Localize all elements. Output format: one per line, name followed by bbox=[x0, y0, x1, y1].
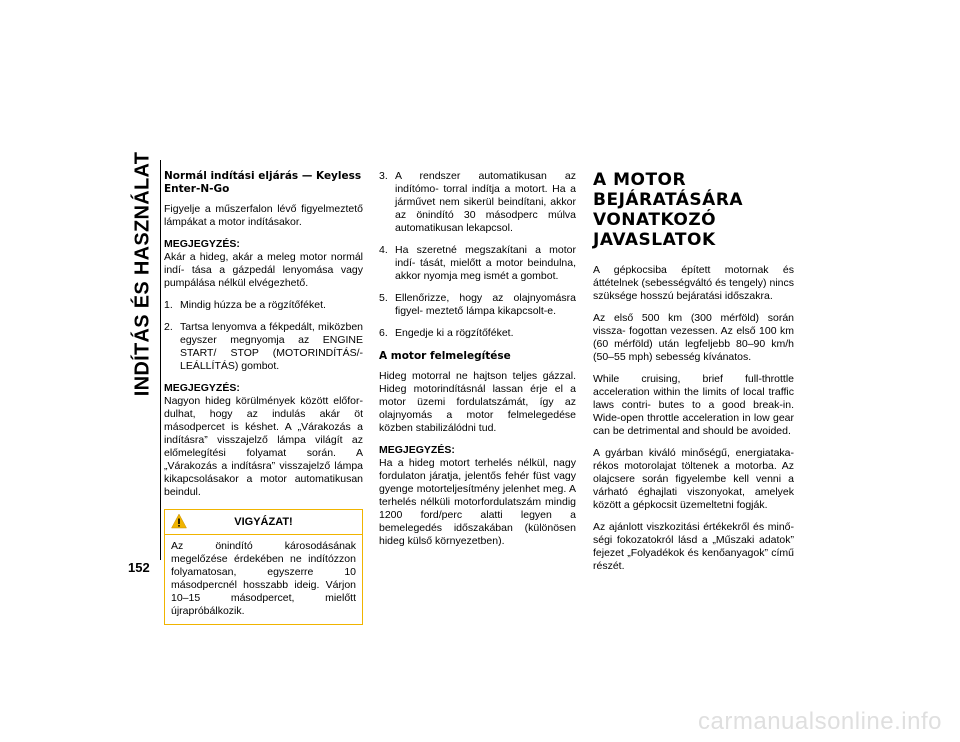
section-title: INDÍTÁS ÉS HASZNÁLAT bbox=[131, 151, 154, 397]
note-heading: MEGJEGYZÉS: bbox=[164, 382, 240, 394]
section-divider bbox=[160, 160, 161, 560]
list-item bbox=[379, 170, 576, 235]
list-item bbox=[379, 292, 576, 318]
step-text: Engedje ki a rögzítőféket. bbox=[395, 327, 514, 339]
paragraph: A gépkocsiba épített motornak és áttételnek (sebességváltó és tengely) nincs szüksége hosszú bejáratási időszakra. bbox=[593, 264, 794, 302]
paragraph: While cruising, brief full-throttle acceleration within the limits of local traffic laws contri- butes to a good break-in. Wide-open throttle acceleration in low gear can be detrimental and should be avoided. bbox=[593, 373, 794, 437]
column-1 bbox=[164, 170, 363, 625]
watermark: carmanualsonline.info bbox=[698, 708, 942, 735]
step-number: 4. bbox=[379, 244, 388, 256]
column-2 bbox=[379, 170, 576, 557]
steps-list bbox=[379, 170, 576, 340]
list-item bbox=[164, 321, 363, 373]
step-number: 3. bbox=[379, 170, 388, 182]
paragraph: Az első 500 km (300 mérföld) során vissza- fogottan vezessen. Az első 100 km (60 mérföld) után legfeljebb 80–90 km/h (50–55 mph) sebesség kívánatos. bbox=[593, 312, 794, 363]
note-body: Nagyon hideg körülmények között előfor- dulhat, hogy az indulás akár öt másodpercet is késhet. A „Várakozás a indításra” visszajelző lámpa világít az előmelegítési folyamat során. A „Várakozás a indításra” visszajelző lámpa kikapcsolásakor a motor automatikusan beindul. bbox=[164, 395, 363, 498]
section-heading: A motor felmelegítése bbox=[379, 350, 511, 362]
step-number: 2. bbox=[164, 321, 173, 333]
steps-list bbox=[164, 299, 363, 373]
note-heading: MEGJEGYZÉS: bbox=[164, 238, 240, 250]
step-number: 6. bbox=[379, 327, 388, 339]
list-item bbox=[379, 244, 576, 283]
step-number: 5. bbox=[379, 292, 388, 304]
step-number: 1. bbox=[164, 299, 173, 311]
step-text: Ellenőrizze, hogy az olajnyomásra figyel- meztető lámpa kikapcsolt-e. bbox=[395, 292, 576, 317]
paragraph: A gyárban kiváló minőségű, energiataka- rékos motorolajat töltenek a motorba. Az olajcsere során figyelembe kell venni a várható éghajlati viszonyokat, amelyek között a gépkocsit üzemeltetni fogják. bbox=[593, 447, 794, 511]
warning-title: VIGYÁZAT! bbox=[234, 516, 293, 528]
list-item bbox=[379, 327, 576, 340]
step-text: Tartsa lenyomva a fékpedált, miközben egyszer megnyomja az ENGINE START/ STOP (MOTORINDÍTÁS/-LEÁLLÍTÁS) gombot. bbox=[180, 321, 363, 372]
column-3 bbox=[593, 170, 794, 582]
intro-paragraph: Figyelje a műszerfalon lévő figyelmeztető lámpákat a motor indításakor. bbox=[164, 203, 363, 228]
page-number: 152 bbox=[128, 560, 150, 575]
note-heading: MEGJEGYZÉS: bbox=[379, 444, 455, 456]
warning-box bbox=[164, 509, 363, 625]
list-item bbox=[164, 299, 363, 312]
section-heading: Normál indítási eljárás — Keyless Enter-N-Go bbox=[164, 170, 362, 195]
note-body: Ha a hideg motort terhelés nélkül, nagy fordulaton járatja, jelentős fehér füst vagy gyenge motorteljesítmény jelenhet meg. A terhelés nélküli motorfordulatszám mindig 1200 ford/perc alatti legyen a bemelegedés időszakában (különösen hideg külső környezetben). bbox=[379, 457, 576, 547]
warning-body: Az önindító károsodásának megelőzése érdekében ne indítózzon folyamatosan, egyszerre 10 másodpercnél hosszabb ideig. Várjon 10–15 másodpercet, mielőtt újrapróbálkozik. bbox=[171, 540, 356, 617]
paragraph: Az ajánlott viszkozitási értékekről és minő- ségi fokozatokról lásd a „Műszaki adatok” fejezet „Folyadékok és kenőanyagok” című részét. bbox=[593, 521, 794, 572]
step-text: Mindig húzza be a rögzítőféket. bbox=[180, 299, 326, 311]
warmup-paragraph: Hideg motorral ne hajtson teljes gázzal. Hideg motorindításnál lassan érje el a motor üzemi fordulatszámát, így az olajnyomás a motor felmelegedése közben stabilizálódni tud. bbox=[379, 370, 576, 434]
note-body: Akár a hideg, akár a meleg motor normál indí- tása a gázpedál lenyomása vagy pumpálása nélkül elvégezhető. bbox=[164, 251, 363, 289]
step-text: Ha szeretné megszakítani a motor indí- tását, mielőtt a motor beindulna, akkor nyomja meg ismét a gombot. bbox=[395, 244, 576, 282]
warning-triangle-icon bbox=[171, 513, 187, 529]
step-text: A rendszer automatikusan az indítómo- torral indítja a motort. Ha a járművet nem sikerül beindítani, akkor az önindító 30 másodperc múlva automatikusan lekapcsol. bbox=[395, 170, 576, 234]
warning-header bbox=[165, 510, 362, 535]
chapter-heading: A MOTOR BEJÁRATÁSÁRA VONATKOZÓ JAVASLATOK bbox=[593, 170, 744, 250]
